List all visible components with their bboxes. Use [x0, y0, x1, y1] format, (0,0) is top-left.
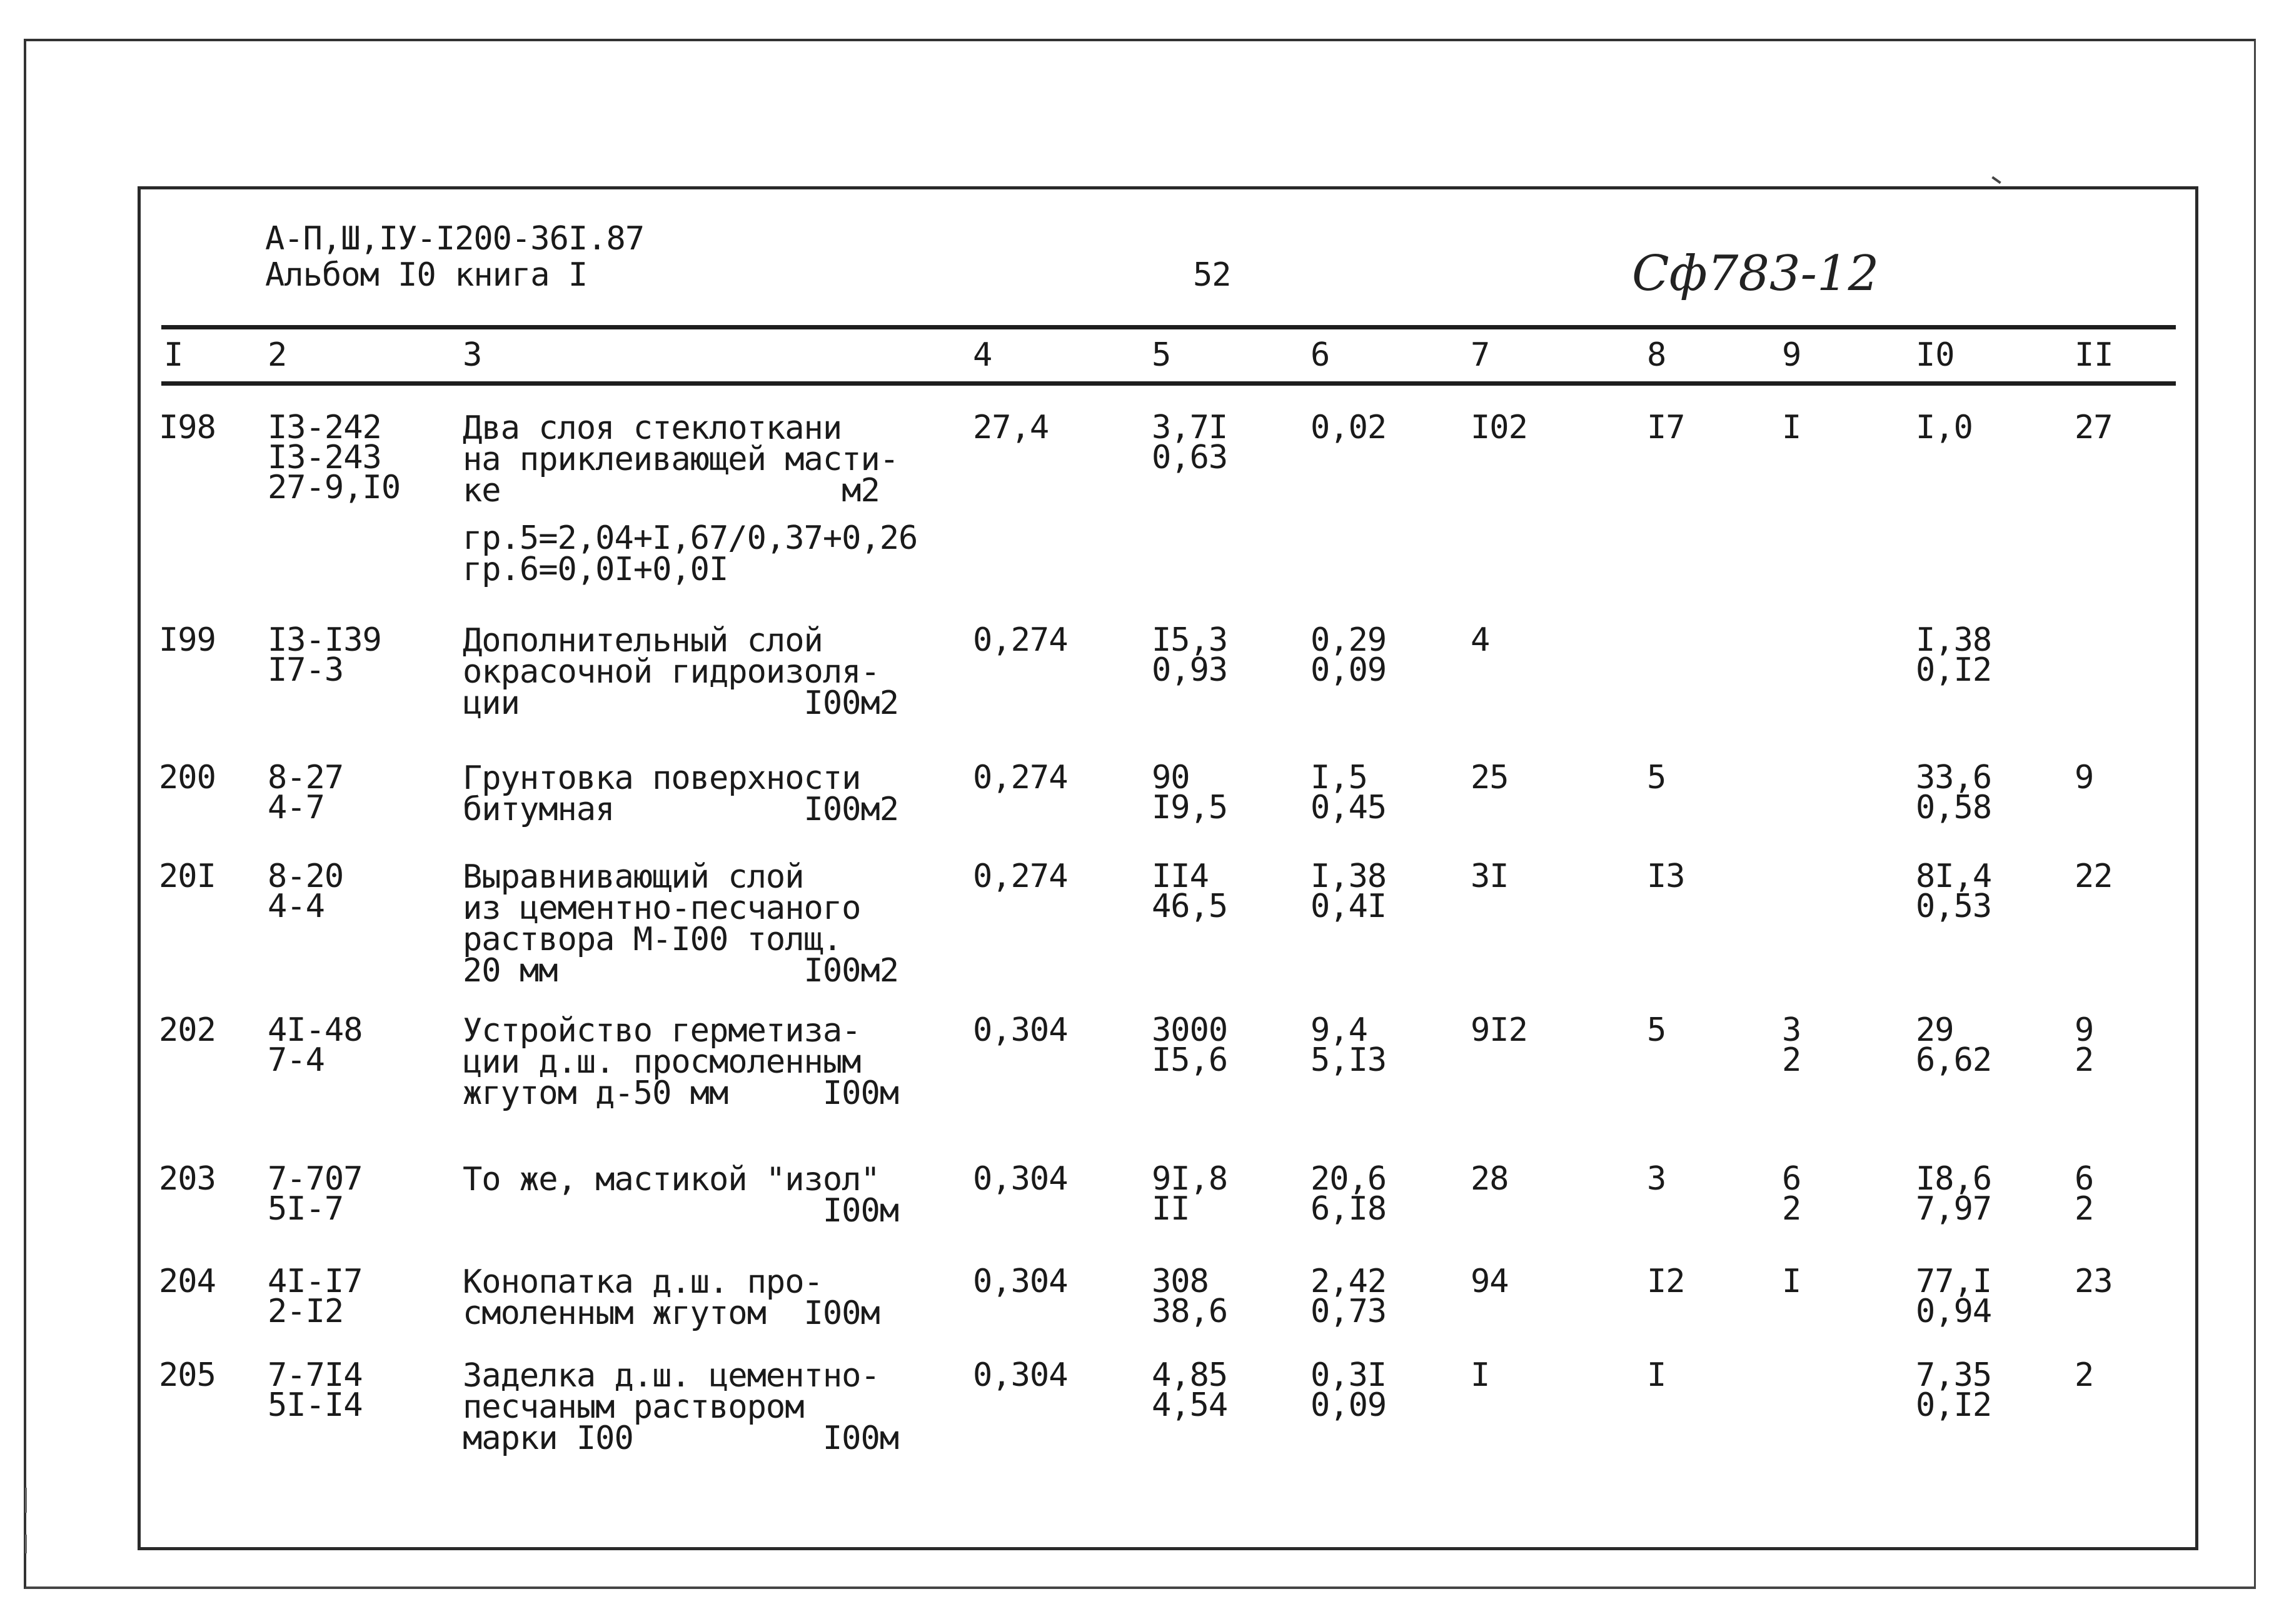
norm-reference: 8-20 4-4 — [268, 858, 344, 925]
labor-2: 77,І 0,94 — [1916, 1263, 1992, 1330]
work-description: То же, мастикой "изол" І00м — [463, 1161, 899, 1230]
machine-cost: І,5 0,45 — [1311, 759, 1387, 826]
unit-cost: 3,7І 0,63 — [1152, 409, 1228, 476]
total-cost: І02 — [1471, 409, 1527, 446]
quantity: 0,304 — [973, 1160, 1068, 1198]
machine-cost: 2,42 0,73 — [1311, 1263, 1387, 1330]
row-number: 204 — [159, 1263, 216, 1300]
labor-2: І8,6 7,97 — [1916, 1160, 1992, 1228]
labor-2: 7,35 0,І2 — [1916, 1356, 1992, 1424]
column-header: 7 — [1471, 336, 1491, 374]
labor-2: І,0 — [1916, 409, 1973, 446]
row-number: 20І — [159, 858, 216, 895]
machine-total: І7 — [1647, 409, 1685, 446]
total-cost: 25 — [1471, 759, 1509, 796]
album-title: Альбом І0 книга І — [265, 256, 588, 294]
machine-total: 5 — [1647, 1011, 1666, 1049]
unit-cost: І5,3 0,93 — [1152, 621, 1228, 689]
column-header: 5 — [1152, 336, 1172, 374]
quantity: 0,274 — [973, 759, 1068, 796]
quantity: 0,304 — [973, 1011, 1068, 1049]
labor-total: 23 — [2075, 1263, 2113, 1300]
total-cost: 28 — [1471, 1160, 1509, 1198]
labor-total: 9 2 — [2075, 1011, 2094, 1079]
work-description: Выравнивающий слой из цементно-песчаного раствора М-І00 толщ. 20 мм І00м2 — [463, 858, 899, 990]
quantity: 0,274 — [973, 858, 1068, 895]
row-number: 203 — [159, 1160, 216, 1198]
labor-total: 27 — [2075, 409, 2113, 446]
labor-1: І — [1782, 1263, 1801, 1300]
column-header: І — [164, 336, 184, 374]
total-cost: І — [1471, 1356, 1490, 1394]
machine-total: 5 — [1647, 759, 1666, 796]
machine-total: І — [1647, 1356, 1666, 1394]
norm-reference: 4І-І7 2-І2 — [268, 1263, 363, 1330]
column-header: 3 — [463, 336, 483, 374]
machine-cost: 0,02 — [1311, 409, 1387, 446]
total-cost: 3І — [1471, 858, 1509, 895]
machine-cost: 0,29 0,09 — [1311, 621, 1387, 689]
labor-total: 9 — [2075, 759, 2094, 796]
work-description: Грунтовка поверхности битумная І00м2 — [463, 759, 899, 828]
column-header: 9 — [1782, 336, 1802, 374]
unit-cost: 90 І9,5 — [1152, 759, 1228, 826]
norm-reference: 4І-48 7-4 — [268, 1011, 363, 1079]
labor-total: 6 2 — [2075, 1160, 2094, 1228]
column-header: 4 — [973, 336, 993, 374]
column-header: ІІ — [2075, 336, 2114, 374]
work-description: Устройство герметиза- ции д.ш. просмоленным жгутом д-50 мм І00м — [463, 1012, 899, 1112]
labor-2: 29 6,62 — [1916, 1011, 1992, 1079]
labor-2: 33,6 0,58 — [1916, 759, 1992, 826]
header-rule-bottom — [161, 381, 2176, 386]
unit-cost: ІІ4 46,5 — [1152, 858, 1228, 925]
margin-mark — [25, 1535, 27, 1553]
work-description: Заделка д.ш. цементно- песчаным раствором марки І00 І00м — [463, 1357, 899, 1457]
quantity: 27,4 — [973, 409, 1049, 446]
labor-1: 6 2 — [1782, 1160, 1801, 1228]
work-description: Дополнительный слой окрасочной гидроизоля- ции І00м2 — [463, 622, 899, 722]
work-description: Два слоя стеклоткани на приклеивающей масти- ке м2 — [463, 409, 899, 509]
machine-total: 3 — [1647, 1160, 1666, 1198]
labor-2: 8І,4 0,53 — [1916, 858, 1992, 925]
header-rule-top — [161, 325, 2176, 329]
unit-cost: 3000 І5,6 — [1152, 1011, 1228, 1079]
quantity: 0,304 — [973, 1356, 1068, 1394]
row-number: 202 — [159, 1011, 216, 1049]
work-description: Конопатка д.ш. про- смоленным жгутом І00м — [463, 1263, 880, 1332]
norm-reference: 7-707 5І-7 — [268, 1160, 363, 1228]
margin-mark — [25, 1488, 27, 1513]
labor-total: 2 — [2075, 1356, 2094, 1394]
machine-cost: 9,4 5,І3 — [1311, 1011, 1387, 1079]
total-cost: 9І2 — [1471, 1011, 1527, 1049]
machine-cost: І,38 0,4І — [1311, 858, 1387, 925]
unit-cost: 4,85 4,54 — [1152, 1356, 1228, 1424]
quantity: 0,304 — [973, 1263, 1068, 1300]
labor-2: І,38 0,І2 — [1916, 621, 1992, 689]
unit-cost: 9І,8 ІІ — [1152, 1160, 1228, 1228]
norm-reference: І3-І39 І7-3 — [268, 621, 381, 689]
column-header: 8 — [1647, 336, 1667, 374]
norm-reference: 8-27 4-7 — [268, 759, 344, 826]
row-number: І99 — [159, 621, 216, 659]
unit-cost: 308 38,6 — [1152, 1263, 1228, 1330]
labor-1: 3 2 — [1782, 1011, 1801, 1079]
machine-cost: 20,6 6,І8 — [1311, 1160, 1387, 1228]
quantity: 0,274 — [973, 621, 1068, 659]
labor-1: І — [1782, 409, 1801, 446]
total-cost: 94 — [1471, 1263, 1509, 1300]
row-number: 205 — [159, 1356, 216, 1394]
document-code: А-П,Ш,ІУ-І200-36І.87 — [265, 220, 645, 258]
column-formula-note: гр.5=2,04+І,67/0,37+0,26 гр.6=0,0І+0,0І — [463, 519, 918, 588]
machine-cost: 0,3І 0,09 — [1311, 1356, 1387, 1424]
labor-total: 22 — [2075, 858, 2113, 895]
row-number: 200 — [159, 759, 216, 796]
handwritten-stamp: Сф783-12 — [1632, 246, 1879, 302]
row-number: І98 — [159, 409, 216, 446]
column-header: І0 — [1916, 336, 1955, 374]
column-header: 2 — [268, 336, 288, 374]
total-cost: 4 — [1471, 621, 1490, 659]
norm-reference: 7-7І4 5І-І4 — [268, 1356, 363, 1424]
page-number: 52 — [1193, 256, 1231, 294]
machine-total: І3 — [1647, 858, 1685, 895]
norm-reference: І3-242 І3-243 27-9,І0 — [268, 409, 401, 506]
column-header: 6 — [1311, 336, 1331, 374]
machine-total: І2 — [1647, 1263, 1685, 1300]
